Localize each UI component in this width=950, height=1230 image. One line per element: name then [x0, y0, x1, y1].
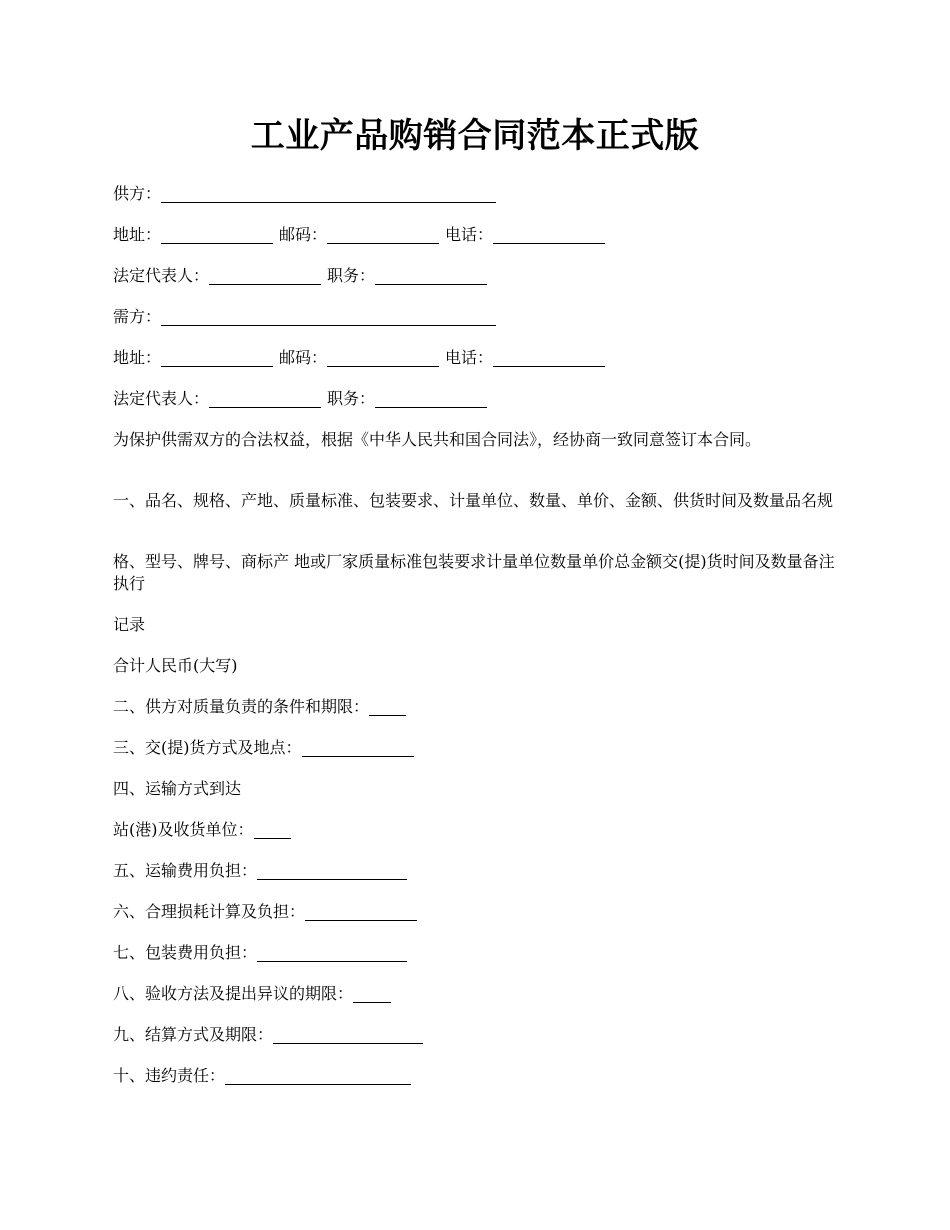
supplier-label: 供方：	[113, 184, 162, 203]
clause-3-field[interactable]	[302, 740, 414, 757]
buyer-address-label: 地址：	[113, 348, 162, 367]
supplier-legal-rep-label: 法定代表人：	[113, 266, 210, 285]
clause-5-label: 五、运输费用负担：	[113, 861, 258, 880]
buyer-phone-label: 电话：	[445, 348, 494, 367]
clause-8-field[interactable]	[353, 986, 391, 1003]
clause-5-field[interactable]	[257, 863, 407, 880]
clause-2-label: 二、供方对质量负责的条件和期限：	[113, 697, 370, 716]
clause-7-label: 七、包装费用负担：	[113, 943, 258, 962]
clause-4-station-label: 站(港)及收货单位：	[113, 820, 254, 839]
supplier-legal-rep-line	[113, 264, 843, 287]
document-title: 工业产品购销合同范本正式版	[250, 116, 700, 156]
supplier-address-line	[113, 223, 843, 246]
buyer-name-line	[113, 305, 843, 328]
clause-9-field[interactable]	[273, 1027, 423, 1044]
clause-9-line	[113, 1023, 843, 1046]
buyer-label: 需方：	[113, 307, 162, 326]
clause-6-field[interactable]	[305, 904, 417, 921]
buyer-legal-rep-label: 法定代表人：	[113, 389, 210, 408]
buyer-name-field[interactable]	[161, 309, 496, 326]
buyer-address-field[interactable]	[161, 350, 273, 367]
record-line: 记录	[113, 615, 146, 634]
clause-2-line	[113, 695, 843, 718]
supplier-address-label: 地址：	[113, 225, 162, 244]
clause-2-field[interactable]	[369, 699, 406, 716]
buyer-position-label: 职务：	[327, 389, 376, 408]
supplier-position-field[interactable]	[375, 268, 487, 285]
clause-1-continuation: 格、型号、牌号、商标产 地或厂家质量标准包装要求计量单位数量单价总金额交(提)货时间及数量备注执行	[113, 552, 835, 593]
clause-1-paragraph: 一、品名、规格、产地、质量标准、包装要求、计量单位、数量、单价、金额、供货时间及数量品名规	[113, 491, 834, 510]
intro-paragraph: 为保护供需双方的合法权益，根据《中华人民共和国合同法》，经协商一致同意签订本合同。	[113, 430, 762, 449]
clause-10-line	[113, 1064, 843, 1087]
supplier-phone-field[interactable]	[493, 227, 605, 244]
supplier-name-line	[113, 182, 843, 205]
clause-4-station-field[interactable]	[254, 822, 291, 839]
buyer-phone-field[interactable]	[493, 350, 605, 367]
clause-10-label: 十、违约责任：	[113, 1066, 226, 1085]
supplier-address-field[interactable]	[161, 227, 273, 244]
clause-6-line	[113, 900, 843, 923]
clause-7-field[interactable]	[257, 945, 407, 962]
clause-8-label: 八、验收方法及提出异议的期限：	[113, 984, 354, 1003]
supplier-postcode-field[interactable]	[327, 227, 439, 244]
clause-5-line	[113, 859, 843, 882]
supplier-legal-rep-field[interactable]	[209, 268, 321, 285]
clause-3-line	[113, 736, 843, 759]
buyer-address-line	[113, 346, 843, 369]
buyer-postcode-field[interactable]	[327, 350, 439, 367]
buyer-legal-rep-field[interactable]	[209, 391, 321, 408]
total-rmb-line: 合计人民币(大写)	[113, 656, 238, 675]
buyer-postcode-label: 邮码：	[279, 348, 328, 367]
supplier-postcode-label: 邮码：	[279, 225, 328, 244]
clause-9-label: 九、结算方式及期限：	[113, 1025, 274, 1044]
clause-10-field[interactable]	[225, 1068, 411, 1085]
clause-3-label: 三、交(提)货方式及地点：	[113, 738, 302, 757]
supplier-position-label: 职务：	[327, 266, 376, 285]
clause-4-line: 四、运输方式到达	[113, 779, 242, 798]
supplier-name-field[interactable]	[161, 186, 496, 203]
supplier-phone-label: 电话：	[445, 225, 494, 244]
clause-6-label: 六、合理损耗计算及负担：	[113, 902, 306, 921]
clause-7-line	[113, 941, 843, 964]
clause-4-station-line	[113, 818, 843, 841]
clause-8-line	[113, 982, 843, 1005]
buyer-legal-rep-line	[113, 387, 843, 410]
buyer-position-field[interactable]	[375, 391, 487, 408]
